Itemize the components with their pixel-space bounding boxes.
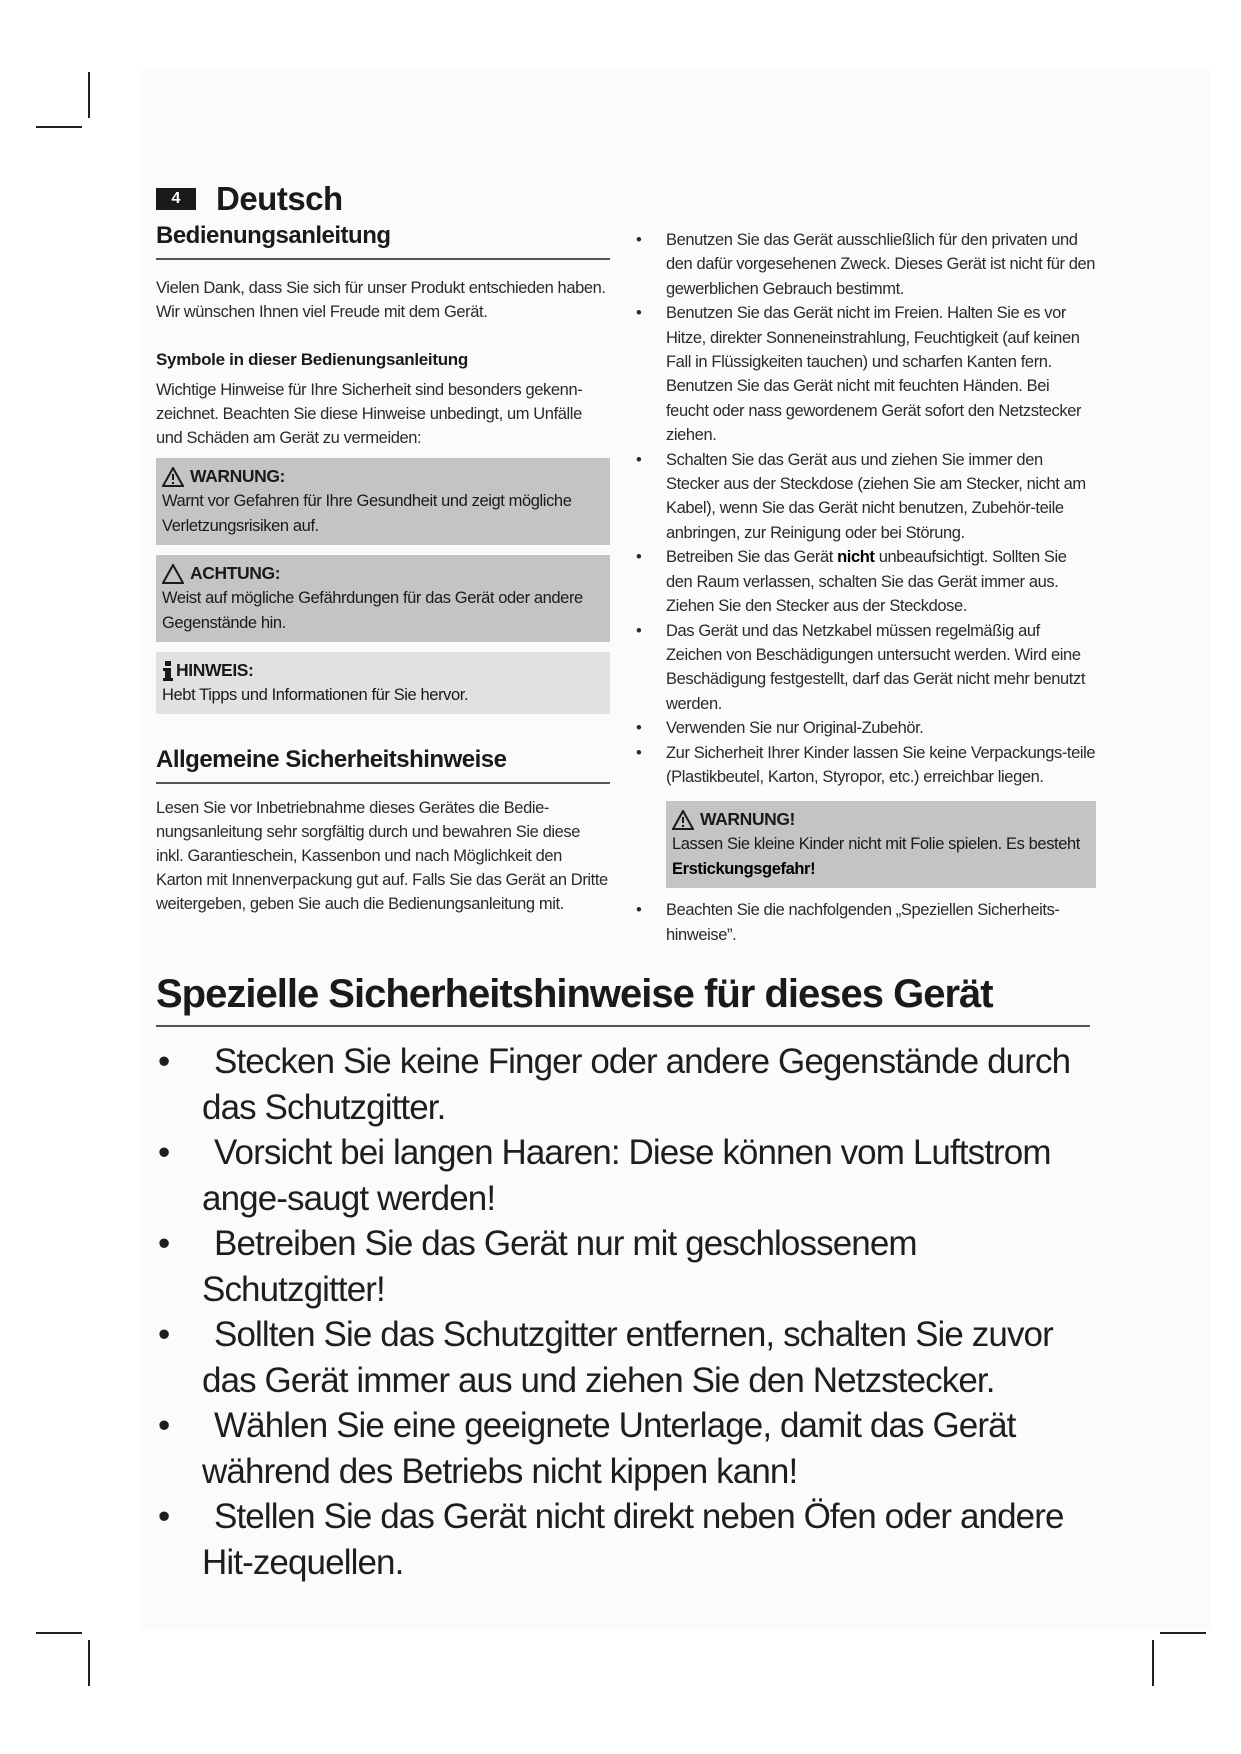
warnung-children-box	[666, 801, 1096, 888]
list-item	[156, 1039, 1090, 1130]
list-item	[636, 228, 1096, 301]
bullet: •	[636, 304, 642, 323]
list-item-text: Zur Sicherheit Ihrer Kinder lassen Sie keine Verpackungs-teile (Plastikbeutel, Karton, Styropor, etc.) erreichbar liegen.	[666, 743, 1096, 786]
sicherheitshinweise-text: Lesen Sie vor Inbetriebnahme dieses Gerätes die Bedie-nungsanleitung sehr sorgfältig durch und bewahren Sie diese inkl. Garantieschein, Kassenbon und nach Möglichkeit den Karton mit Innenverpackung gut auf. Falls Sie das Gerät an Dritte weitergeben, geben Sie auch die Bedienungsanleitung mit.	[156, 799, 608, 913]
bullet: •	[158, 1042, 170, 1081]
bullet: •	[636, 231, 642, 249]
bullet: •	[636, 548, 642, 567]
list-item-text: Das Gerät und das Netzkabel müssen regelmäßig auf Zeichen von Beschädigungen untersucht werden. Wird eine Beschädigung festgestellt, darf das Gerät nicht mehr benutzt werden.	[666, 621, 1086, 713]
list-item-text: Benutzen Sie das Gerät nicht im Freien. Halten Sie es vor Hitze, direkter Sonneneinstrahlung, Feuchtigkeit (auf keinen Fall in Flüssigkeiten tauchen) und scharfen Kanten fern. Benutzen Sie das Gerät nicht mit feuchten Händen. Bei feucht oder nass gewordenem Gerät sofort den Netzstecker ziehen.	[666, 304, 1082, 445]
bullet: •	[158, 1406, 170, 1445]
warnung-title	[162, 464, 604, 489]
bullet: •	[158, 1224, 170, 1263]
achtung-label: ACHTUNG:	[190, 563, 281, 583]
bullet: •	[636, 621, 642, 640]
left-column	[156, 222, 610, 916]
right-column	[636, 228, 1096, 947]
list-item	[156, 1221, 1090, 1312]
list-item-text: Schalten Sie das Gerät aus und ziehen Sie immer den Stecker aus der Steckdose (ziehen Sie am Stecker, nicht am Kabel), wenn Sie das Gerät nicht benutzen, Zubehör-teile anbringen, zur Reinigung oder bei Störung.	[666, 450, 1086, 542]
hinweis-text: Hebt Tipps und Informationen für Sie hervor.	[162, 686, 469, 704]
warning-triangle-icon	[162, 467, 184, 487]
warning-triangle-icon	[672, 810, 694, 830]
symbols-heading: Symbole in dieser Bedienungsanleitung	[156, 350, 468, 369]
crop-mark	[1160, 1632, 1206, 1634]
list-item	[636, 545, 1096, 618]
list-item	[636, 741, 1096, 790]
list-item	[156, 1312, 1090, 1403]
achtung-box	[156, 555, 610, 642]
language-title: Deutsch	[216, 180, 343, 217]
special-safety-title: Spezielle Sicherheitshinweise für dieses Gerät	[156, 972, 1090, 1027]
special-safety-section	[156, 972, 1090, 1585]
intro-text: Vielen Dank, dass Sie sich für unser Produkt entschieden haben. Wir wünschen Ihnen viel Freude mit dem Gerät.	[156, 279, 606, 321]
crop-mark	[88, 1640, 90, 1686]
info-icon	[162, 661, 174, 681]
list-item	[636, 898, 1096, 947]
achtung-title	[162, 561, 604, 586]
list-item-text-pre: Betreiben Sie das Gerät	[666, 548, 838, 567]
list-item	[156, 1403, 1090, 1494]
hinweis-title	[162, 658, 604, 683]
warnung-text: Warnt vor Gefahren für Ihre Gesundheit und zeigt mögliche Verletzungsrisiken auf.	[162, 492, 572, 535]
achtung-text: Weist auf mögliche Gefährdungen für das Gerät oder andere Gegenstände hin.	[162, 589, 583, 632]
list-item-text: Verwenden Sie nur Original-Zubehör.	[666, 719, 924, 738]
bullet: •	[636, 450, 642, 469]
list-item	[636, 448, 1096, 546]
safety-list-end	[636, 898, 1096, 947]
bullet: •	[158, 1315, 170, 1354]
crop-mark	[88, 72, 90, 118]
list-item-text: Vorsicht bei langen Haaren: Diese können vom Luftstrom ange-saugt werden!	[202, 1133, 1051, 1218]
list-item-text: Wählen Sie eine geeignete Unterlage, damit das Gerät während des Betriebs nicht kippen kann!	[202, 1406, 1016, 1491]
list-item	[636, 301, 1096, 447]
list-item-text: Stecken Sie keine Finger oder andere Gegenstände durch das Schutzgitter.	[202, 1042, 1071, 1127]
warnung-children-text	[672, 832, 1090, 882]
warnung-box	[156, 458, 610, 545]
section-title-sicherheitshinweise: Allgemeine Sicherheitshinweise	[156, 746, 610, 784]
list-item-text-post: unbeaufsichtigt. Sollten Sie den Raum verlassen, schalten Sie das Gerät immer aus. Ziehen Sie den Stecker aus der Steckdose.	[666, 548, 1067, 616]
page-header	[156, 180, 343, 218]
crop-mark	[1152, 1640, 1154, 1686]
warnung-children-title	[672, 807, 1090, 832]
list-item	[156, 1494, 1090, 1585]
bullet: •	[158, 1133, 170, 1172]
safety-list	[636, 228, 1096, 789]
section-title-bedienungsanleitung: Bedienungsanleitung	[156, 222, 610, 260]
list-item-text: Betreiben Sie das Gerät nur mit geschlossenem Schutzgitter!	[202, 1224, 917, 1309]
list-item-text: Beachten Sie die nachfolgenden „Speziellen Sicherheits-hinweise”.	[666, 901, 1060, 944]
list-item-text: Sollten Sie das Schutzgitter entfernen, schalten Sie zuvor das Gerät immer aus und ziehen Sie den Netzstecker.	[202, 1315, 1053, 1400]
list-item	[636, 716, 1096, 740]
crop-mark	[36, 1632, 82, 1634]
warnung-children-text-pre: Lassen Sie kleine Kinder nicht mit Folie spielen. Es besteht	[672, 835, 1080, 854]
warnung-children-label: WARNUNG!	[700, 809, 795, 830]
crop-mark	[36, 126, 82, 128]
page-number: 4	[156, 188, 196, 210]
bullet: •	[158, 1497, 170, 1536]
caution-triangle-icon	[162, 564, 184, 584]
list-item-text: Benutzen Sie das Gerät ausschließlich für den privaten und den dafür vorgesehenen Zweck. Dieses Gerät ist nicht für den gewerblichen Gebrauch bestimmt.	[666, 231, 1096, 298]
special-safety-list	[156, 1039, 1090, 1585]
warnung-label: WARNUNG:	[190, 466, 285, 486]
warnung-children-text-bold: Erstickungsgefahr!	[672, 860, 816, 879]
list-item	[636, 619, 1096, 717]
list-item	[156, 1130, 1090, 1221]
hinweis-box	[156, 652, 610, 714]
bullet: •	[636, 719, 642, 738]
bullet: •	[636, 743, 642, 762]
bullet: •	[636, 901, 642, 920]
list-item-text-bold: nicht	[837, 548, 875, 567]
symbols-text: Wichtige Hinweise für Ihre Sicherheit sind besonders gekenn-zeichnet. Beachten Sie diese Hinweise unbedingt, um Unfälle und Schäden am Gerät zu vermeiden:	[156, 381, 583, 447]
list-item-text: Stellen Sie das Gerät nicht direkt neben Öfen oder andere Hit-zequellen.	[202, 1497, 1064, 1582]
hinweis-label: HINWEIS:	[176, 660, 254, 680]
